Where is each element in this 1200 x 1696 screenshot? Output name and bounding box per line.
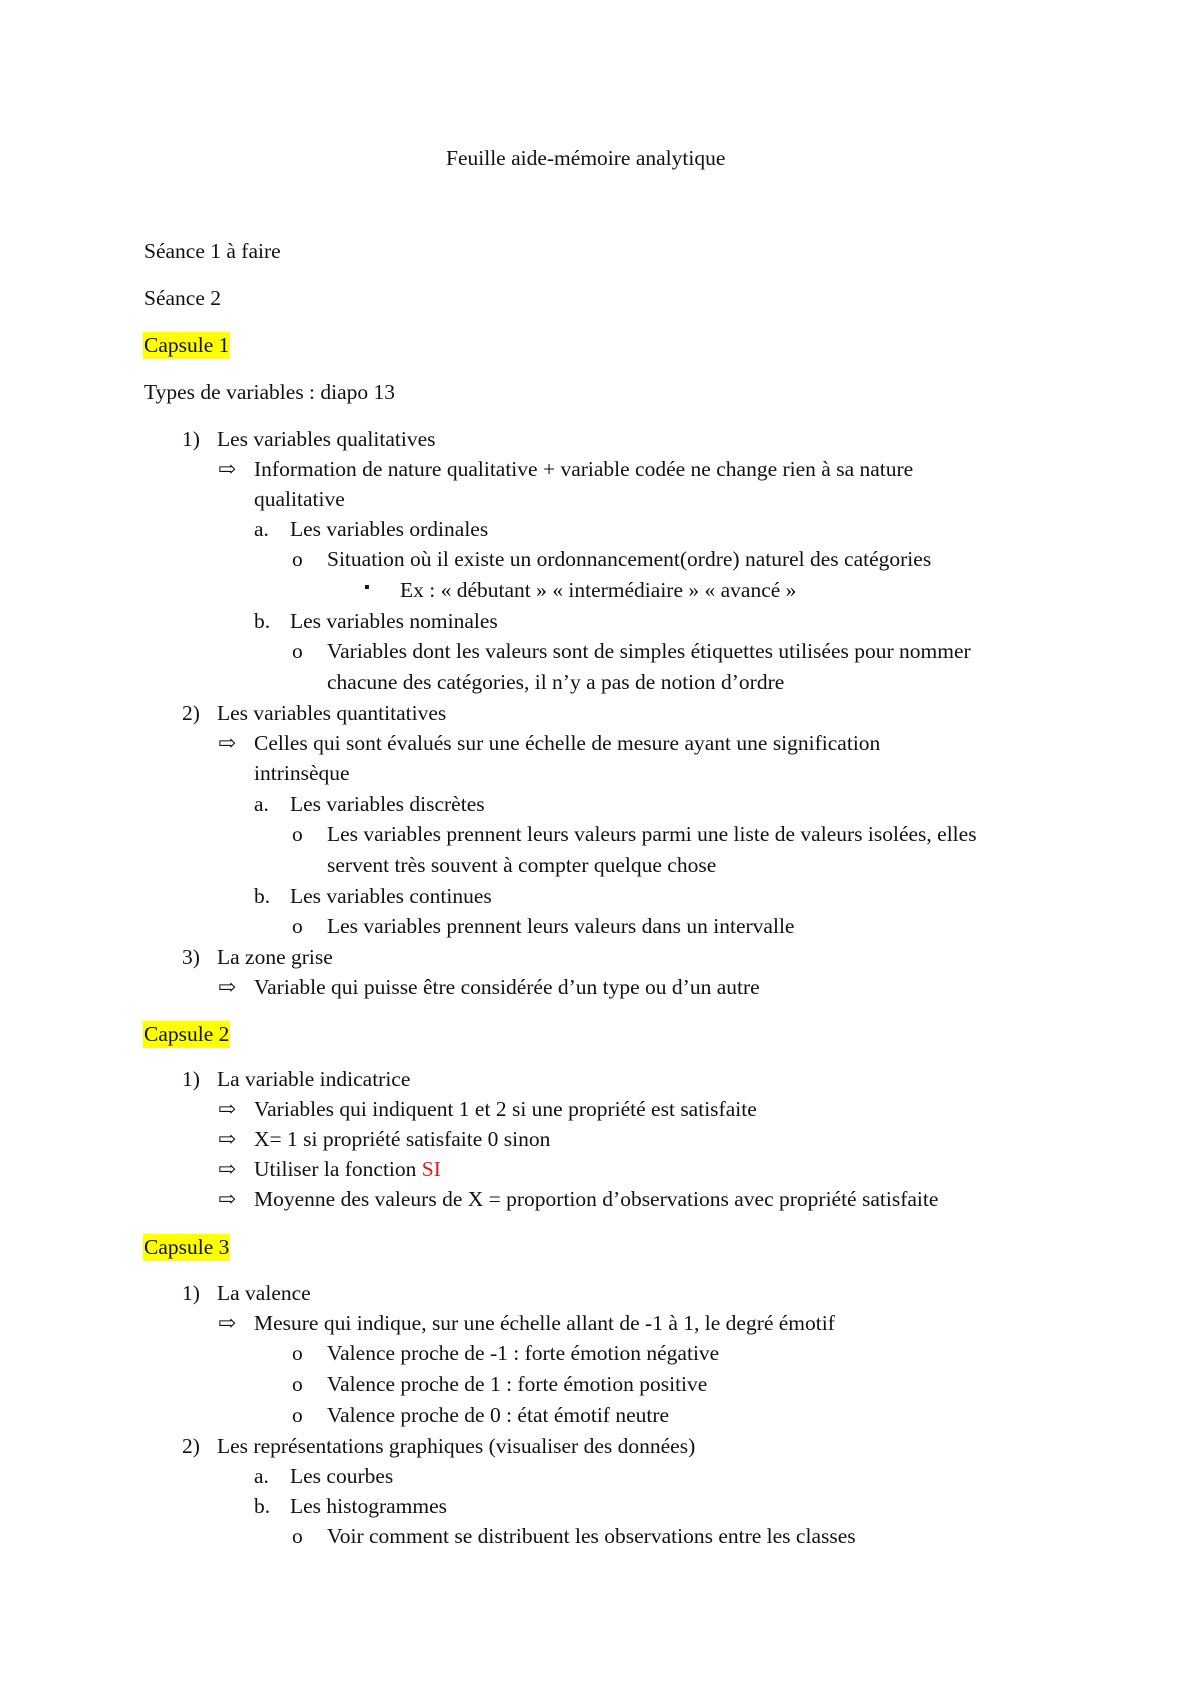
capsule-3-highlight: Capsule 3 <box>144 1235 230 1259</box>
arrow-item-text: Mesure qui indique, sur une échelle allant de -1 à 1, le degré émotif <box>254 1311 835 1335</box>
document-title: Feuille aide-mémoire analytique <box>446 146 726 170</box>
circle-bullet-icon: o <box>292 1341 303 1365</box>
arrow-bullet-icon: ⇨ <box>218 731 237 755</box>
capsule-2-heading <box>143 1024 230 1046</box>
capsule-1-intro: Types de variables : diapo 13 <box>144 380 396 404</box>
circle-bullet-icon: o <box>292 1403 303 1427</box>
section-title: Les représentations graphiques (visualiser des données) <box>217 1434 696 1458</box>
bullet-item-text-continued: chacune des catégories, il n’y a pas de notion d’ordre <box>327 670 785 694</box>
arrow-bullet-icon: ⇨ <box>218 975 237 999</box>
bullet-item-text-continued: servent très souvent à compter quelque chose <box>327 853 717 877</box>
section-title: La variable indicatrice <box>217 1067 411 1091</box>
arrow-bullet-icon: ⇨ <box>218 1097 237 1121</box>
sub-bullet-item-text: Ex : « débutant » « intermédiaire » « avancé » <box>400 578 797 602</box>
bullet-item-text: Valence proche de 0 : état émotif neutre <box>327 1403 670 1427</box>
subsection-title: Les variables nominales <box>290 609 498 633</box>
list-letter: a. <box>254 1464 269 1488</box>
bullet-item-text: Situation où il existe un ordonnancement(ordre) naturel des catégories <box>327 547 932 571</box>
bullet-item-text: Les variables prennent leurs valeurs parmi une liste de valeurs isolées, elles <box>327 822 977 846</box>
list-letter: b. <box>254 1494 271 1518</box>
arrow-item-text: Variables qui indiquent 1 et 2 si une propriété est satisfaite <box>254 1097 757 1121</box>
section-title: La valence <box>217 1281 311 1305</box>
bullet-item-text: Voir comment se distribuent les observations entre les classes <box>327 1524 856 1548</box>
list-letter: b. <box>254 884 271 908</box>
arrow-bullet-icon: ⇨ <box>218 1311 237 1335</box>
circle-bullet-icon: o <box>292 822 303 846</box>
bullet-item-text: Valence proche de -1 : forte émotion négative <box>327 1341 720 1365</box>
list-letter: a. <box>254 792 269 816</box>
list-number: 1) <box>182 1067 200 1091</box>
seance-2-line: Séance 2 <box>144 286 222 310</box>
circle-bullet-icon: o <box>292 1524 303 1548</box>
arrow-item-text-plain: Utiliser la fonction <box>254 1157 422 1181</box>
bullet-item-text: Les variables prennent leurs valeurs dans un intervalle <box>327 914 795 938</box>
arrow-item-text: Celles qui sont évalués sur une échelle de mesure ayant une signification <box>254 731 881 755</box>
subsection-title: Les variables ordinales <box>290 517 489 541</box>
capsule-2-highlight: Capsule 2 <box>144 1022 230 1046</box>
arrow-bullet-icon: ⇨ <box>218 1157 237 1181</box>
capsule-3-heading <box>143 1237 230 1259</box>
subsection-title: Les variables continues <box>290 884 492 908</box>
bullet-item-text: Variables dont les valeurs sont de simples étiquettes utilisées pour nommer <box>327 639 971 663</box>
bullet-item-text: Valence proche de 1 : forte émotion positive <box>327 1372 708 1396</box>
capsule-1-heading <box>143 335 230 357</box>
list-number: 1) <box>182 1281 200 1305</box>
section-title: Les variables qualitatives <box>217 427 436 451</box>
circle-bullet-icon: o <box>292 547 303 571</box>
red-function-name: SI <box>421 1157 441 1181</box>
arrow-item-text: Moyenne des valeurs de X = proportion d’observations avec propriété satisfaite <box>254 1187 939 1211</box>
square-bullet-icon: ▪ <box>364 579 370 596</box>
section-title: Les variables quantitatives <box>217 701 447 725</box>
list-number: 2) <box>182 1434 200 1458</box>
circle-bullet-icon: o <box>292 1372 303 1396</box>
subsection-title: Les courbes <box>290 1464 394 1488</box>
subsection-title: Les variables discrètes <box>290 792 485 816</box>
list-number: 1) <box>182 427 200 451</box>
capsule-1-highlight: Capsule 1 <box>144 333 230 357</box>
subsection-title: Les histogrammes <box>290 1494 448 1518</box>
list-number: 2) <box>182 701 200 725</box>
arrow-bullet-icon: ⇨ <box>218 457 237 481</box>
arrow-item-text: Variable qui puisse être considérée d’un type ou d’un autre <box>254 975 760 999</box>
arrow-item-text-continued: intrinsèque <box>254 761 350 785</box>
arrow-bullet-icon: ⇨ <box>218 1187 237 1211</box>
section-title: La zone grise <box>217 945 333 969</box>
circle-bullet-icon: o <box>292 914 303 938</box>
arrow-item-text: Information de nature qualitative + variable codée ne change rien à sa nature <box>254 457 914 481</box>
arrow-item-text-continued: qualitative <box>254 487 345 511</box>
list-number: 3) <box>182 945 200 969</box>
arrow-bullet-icon: ⇨ <box>218 1127 237 1151</box>
seance-1-line: Séance 1 à faire <box>144 239 281 263</box>
arrow-item-text: X= 1 si propriété satisfaite 0 sinon <box>254 1127 551 1151</box>
circle-bullet-icon: o <box>292 639 303 663</box>
arrow-item-text <box>254 1159 441 1181</box>
list-letter: a. <box>254 517 269 541</box>
list-letter: b. <box>254 609 271 633</box>
